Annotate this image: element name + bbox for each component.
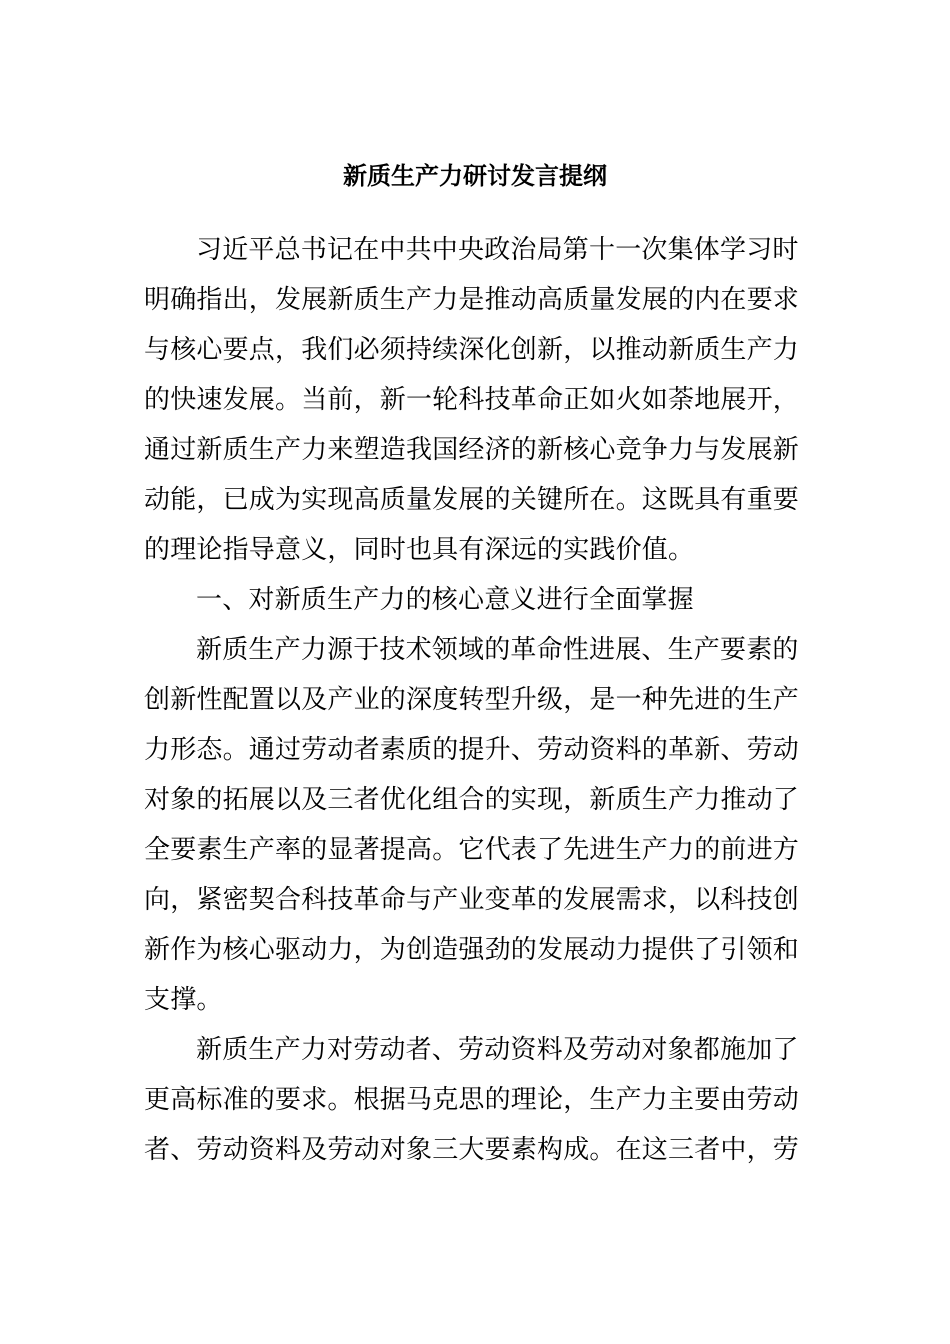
paragraph-line: 更高标准的要求。根据马克思的理论，生产力主要由劳动 [144, 1085, 800, 1115]
paragraph-definition [144, 625, 800, 1025]
paragraph-line: 全要素生产率的显著提高。它代表了先进生产力的前进方 [144, 835, 800, 865]
paragraph-line: 支撑。 [144, 985, 223, 1015]
paragraph-line: 习近平总书记在中共中央政治局第十一次集体学习时 [196, 235, 799, 265]
paragraph-line: 与核心要点，我们必须持续深化创新，以推动新质生产力 [144, 335, 800, 365]
section-heading-text: 一、对新质生产力的核心意义进行全面掌握 [196, 585, 694, 615]
paragraph-line: 新作为核心驱动力，为创造强劲的发展动力提供了引领和 [144, 935, 800, 965]
paragraph-line: 动能，已成为实现高质量发展的关键所在。这既具有重要 [144, 485, 800, 515]
paragraph-intro [144, 225, 800, 575]
document-body [144, 225, 800, 1175]
paragraph-line: 明确指出，发展新质生产力是推动高质量发展的内在要求 [144, 285, 800, 315]
document-title: 新质生产力研讨发言提纲 [343, 162, 607, 190]
paragraph-line: 对象的拓展以及三者优化组合的实现，新质生产力推动了 [144, 785, 800, 815]
paragraph-line: 通过新质生产力来塑造我国经济的新核心竞争力与发展新 [144, 435, 800, 465]
paragraph-line: 的快速发展。当前，新一轮科技革命正如火如荼地展开， [144, 385, 800, 415]
paragraph-line: 新质生产力源于技术领域的革命性进展、生产要素的 [196, 635, 799, 665]
paragraph-line: 的理论指导意义，同时也具有深远的实践价值。 [144, 535, 695, 565]
paragraph-line: 向，紧密契合科技革命与产业变革的发展需求，以科技创 [144, 885, 800, 915]
paragraph-line: 者、劳动资料及劳动对象三大要素构成。在这三者中，劳 [144, 1135, 800, 1165]
paragraph-line: 创新性配置以及产业的深度转型升级，是一种先进的生产 [144, 685, 800, 715]
paragraph-requirements [144, 1025, 800, 1175]
section-heading [144, 575, 784, 625]
paragraph-line: 新质生产力对劳动者、劳动资料及劳动对象都施加了 [196, 1035, 799, 1065]
paragraph-line: 力形态。通过劳动者素质的提升、劳动资料的革新、劳动 [144, 735, 800, 765]
